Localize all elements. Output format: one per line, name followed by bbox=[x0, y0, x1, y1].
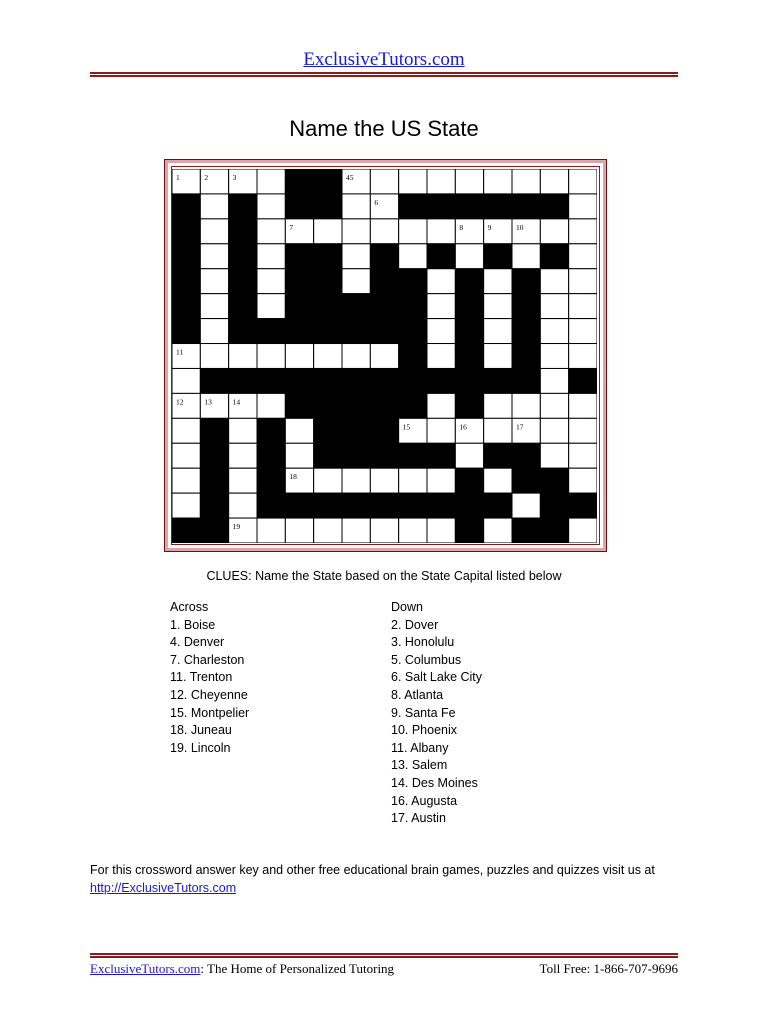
black-cell bbox=[285, 294, 313, 319]
answer-cell[interactable] bbox=[314, 219, 342, 244]
black-cell bbox=[455, 368, 483, 393]
clue-number: 7 bbox=[289, 222, 294, 232]
black-cell bbox=[540, 244, 568, 269]
footer-divider bbox=[90, 953, 678, 958]
black-cell bbox=[200, 493, 228, 518]
black-cell bbox=[257, 418, 285, 443]
black-cell bbox=[200, 518, 228, 543]
across-clue: 15. Montpelier bbox=[170, 705, 250, 720]
black-cell bbox=[342, 493, 370, 518]
black-cell bbox=[229, 269, 257, 294]
black-cell bbox=[540, 194, 568, 219]
answer-cell[interactable] bbox=[427, 294, 455, 319]
black-cell bbox=[314, 269, 342, 294]
black-cell bbox=[370, 393, 398, 418]
black-cell bbox=[455, 319, 483, 344]
answer-cell[interactable] bbox=[257, 244, 285, 269]
answer-cell[interactable] bbox=[257, 219, 285, 244]
down-clue: 5. Columbus bbox=[391, 652, 462, 667]
black-cell bbox=[285, 368, 313, 393]
clue-number: 8 bbox=[459, 222, 464, 232]
answer-cell[interactable] bbox=[455, 244, 483, 269]
black-cell bbox=[200, 418, 228, 443]
answer-cell[interactable] bbox=[200, 219, 228, 244]
black-cell bbox=[172, 194, 200, 219]
black-cell bbox=[512, 468, 540, 493]
answer-cell[interactable] bbox=[229, 493, 257, 518]
across-clue: 1. Boise bbox=[170, 617, 216, 632]
answer-cell[interactable] bbox=[569, 344, 597, 369]
black-cell bbox=[569, 493, 597, 518]
clue-number: 13 bbox=[204, 397, 212, 407]
down-clue: 10. Phoenix bbox=[391, 723, 458, 738]
answer-cell[interactable] bbox=[569, 319, 597, 344]
black-cell bbox=[455, 493, 483, 518]
black-cell bbox=[569, 368, 597, 393]
answer-cell[interactable] bbox=[285, 418, 313, 443]
down-clue: 16. Augusta bbox=[391, 793, 458, 808]
answer-cell[interactable] bbox=[484, 393, 512, 418]
black-cell bbox=[172, 294, 200, 319]
clue-number: 9 bbox=[487, 222, 492, 232]
answer-cell[interactable] bbox=[172, 443, 200, 468]
black-cell bbox=[314, 443, 342, 468]
black-cell bbox=[342, 393, 370, 418]
answer-cell[interactable] bbox=[569, 468, 597, 493]
black-cell bbox=[314, 368, 342, 393]
down-heading: Down bbox=[391, 600, 423, 614]
answer-cell[interactable] bbox=[569, 443, 597, 468]
answer-cell[interactable] bbox=[285, 518, 313, 543]
black-cell bbox=[314, 294, 342, 319]
black-cell bbox=[257, 468, 285, 493]
answer-cell[interactable] bbox=[200, 244, 228, 269]
clue-number: 15 bbox=[402, 422, 411, 432]
answer-cell[interactable] bbox=[257, 393, 285, 418]
answer-cell[interactable] bbox=[455, 169, 483, 194]
down-clues bbox=[391, 599, 482, 828]
clue-number: 1 bbox=[176, 173, 180, 182]
answer-cell[interactable] bbox=[229, 418, 257, 443]
crossword-grid bbox=[172, 169, 597, 543]
black-cell bbox=[257, 443, 285, 468]
black-cell bbox=[200, 443, 228, 468]
black-cell bbox=[540, 468, 568, 493]
black-cell bbox=[172, 518, 200, 543]
answer-cell[interactable] bbox=[569, 418, 597, 443]
answer-cell[interactable] bbox=[569, 244, 597, 269]
answer-cell[interactable] bbox=[200, 294, 228, 319]
answer-cell[interactable] bbox=[569, 219, 597, 244]
answer-cell[interactable] bbox=[512, 169, 540, 194]
black-cell bbox=[512, 319, 540, 344]
page-title: Name the US State bbox=[289, 116, 479, 141]
answer-cell[interactable] bbox=[427, 518, 455, 543]
black-cell bbox=[399, 393, 427, 418]
answer-cell[interactable] bbox=[427, 169, 455, 194]
answer-cell[interactable] bbox=[399, 244, 427, 269]
black-cell bbox=[455, 194, 483, 219]
answer-cell[interactable] bbox=[569, 194, 597, 219]
clue-number: 3 bbox=[232, 173, 237, 182]
black-cell bbox=[200, 368, 228, 393]
black-cell bbox=[370, 443, 398, 468]
down-clue: 9. Santa Fe bbox=[391, 705, 456, 720]
black-cell bbox=[285, 393, 313, 418]
footer-link[interactable]: http://ExclusiveTutors.com bbox=[90, 881, 237, 895]
black-cell bbox=[229, 294, 257, 319]
answer-cell[interactable] bbox=[172, 468, 200, 493]
answer-cell[interactable] bbox=[427, 219, 455, 244]
answer-cell[interactable] bbox=[569, 169, 597, 194]
answer-cell[interactable] bbox=[257, 194, 285, 219]
black-cell bbox=[512, 194, 540, 219]
black-cell bbox=[399, 368, 427, 393]
answer-cell[interactable] bbox=[484, 418, 512, 443]
black-cell bbox=[399, 344, 427, 369]
answer-cell[interactable] bbox=[512, 493, 540, 518]
black-cell bbox=[484, 244, 512, 269]
black-cell bbox=[540, 518, 568, 543]
black-cell bbox=[370, 319, 398, 344]
clue-number: 17 bbox=[516, 422, 524, 432]
black-cell bbox=[427, 368, 455, 393]
black-cell bbox=[512, 368, 540, 393]
answer-cell[interactable] bbox=[229, 468, 257, 493]
black-cell bbox=[257, 368, 285, 393]
answer-cell[interactable] bbox=[427, 418, 455, 443]
answer-cell[interactable] bbox=[540, 418, 568, 443]
black-cell bbox=[285, 269, 313, 294]
black-cell bbox=[172, 319, 200, 344]
black-cell bbox=[285, 169, 313, 194]
answer-cell[interactable] bbox=[569, 294, 597, 319]
black-cell bbox=[285, 493, 313, 518]
answer-cell[interactable] bbox=[484, 344, 512, 369]
down-clue: 11. Albany bbox=[391, 740, 449, 755]
answer-cell[interactable] bbox=[540, 443, 568, 468]
answer-cell[interactable] bbox=[484, 294, 512, 319]
answer-cell[interactable] bbox=[427, 393, 455, 418]
answer-cell[interactable] bbox=[342, 219, 370, 244]
bottom-tagline: : The Home of Personalized Tutoring bbox=[200, 961, 395, 976]
answer-cell[interactable] bbox=[455, 443, 483, 468]
black-cell bbox=[314, 493, 342, 518]
answer-cell[interactable] bbox=[540, 294, 568, 319]
answer-cell[interactable] bbox=[540, 368, 568, 393]
black-cell bbox=[285, 319, 313, 344]
down-clue: 13. Salem bbox=[391, 758, 448, 773]
black-cell bbox=[342, 443, 370, 468]
clue-number: 19 bbox=[232, 522, 241, 532]
across-clue: 18. Juneau bbox=[170, 723, 232, 738]
answer-cell[interactable] bbox=[370, 518, 398, 543]
answer-cell[interactable] bbox=[370, 344, 398, 369]
answer-cell[interactable] bbox=[540, 269, 568, 294]
answer-cell[interactable] bbox=[484, 468, 512, 493]
answer-cell[interactable] bbox=[370, 169, 398, 194]
clue-number: 16 bbox=[459, 422, 467, 432]
toll-free: Toll Free: 1-866-707-9696 bbox=[539, 961, 678, 976]
bottom-site-link[interactable]: ExclusiveTutors.com bbox=[90, 961, 201, 976]
answer-cell[interactable] bbox=[540, 319, 568, 344]
black-cell bbox=[257, 319, 285, 344]
answer-cell[interactable] bbox=[200, 269, 228, 294]
black-cell bbox=[200, 468, 228, 493]
black-cell bbox=[512, 269, 540, 294]
answer-cell[interactable] bbox=[427, 468, 455, 493]
black-cell bbox=[229, 219, 257, 244]
black-cell bbox=[512, 443, 540, 468]
black-cell bbox=[172, 219, 200, 244]
black-cell bbox=[370, 269, 398, 294]
black-cell bbox=[399, 269, 427, 294]
answer-cell[interactable] bbox=[314, 344, 342, 369]
answer-cell[interactable] bbox=[427, 344, 455, 369]
footer-text: For this crossword answer key and other free educational brain games, puzzles and quizzes visit us at bbox=[90, 863, 655, 877]
black-cell bbox=[342, 319, 370, 344]
black-cell bbox=[314, 319, 342, 344]
black-cell bbox=[342, 368, 370, 393]
answer-cell[interactable] bbox=[484, 169, 512, 194]
answer-cell[interactable] bbox=[370, 468, 398, 493]
across-clues bbox=[170, 599, 249, 757]
black-cell bbox=[427, 194, 455, 219]
black-cell bbox=[342, 294, 370, 319]
answer-cell[interactable] bbox=[257, 169, 285, 194]
answer-cell[interactable] bbox=[285, 344, 313, 369]
answer-cell[interactable] bbox=[540, 169, 568, 194]
clue-number: 10 bbox=[516, 222, 524, 232]
black-cell bbox=[285, 194, 313, 219]
black-cell bbox=[512, 344, 540, 369]
answer-cell[interactable] bbox=[399, 518, 427, 543]
answer-cell[interactable] bbox=[172, 418, 200, 443]
answer-cell[interactable] bbox=[200, 319, 228, 344]
down-clue: 17. Austin bbox=[391, 811, 446, 826]
black-cell bbox=[484, 368, 512, 393]
answer-cell[interactable] bbox=[540, 393, 568, 418]
answer-cell[interactable] bbox=[484, 269, 512, 294]
answer-cell[interactable] bbox=[257, 518, 285, 543]
black-cell bbox=[427, 443, 455, 468]
across-clue: 19. Lincoln bbox=[170, 740, 231, 755]
black-cell bbox=[512, 518, 540, 543]
black-cell bbox=[257, 493, 285, 518]
black-cell bbox=[455, 294, 483, 319]
answer-cell[interactable] bbox=[569, 393, 597, 418]
across-clue: 12. Cheyenne bbox=[170, 687, 248, 702]
answer-cell[interactable] bbox=[569, 269, 597, 294]
answer-cell[interactable] bbox=[342, 344, 370, 369]
down-clue: 3. Honolulu bbox=[391, 635, 455, 650]
black-cell bbox=[314, 393, 342, 418]
across-clue: 11. Trenton bbox=[170, 670, 233, 685]
answer-cell[interactable] bbox=[342, 244, 370, 269]
black-cell bbox=[172, 269, 200, 294]
across-clue: 4. Denver bbox=[170, 635, 225, 650]
answer-cell[interactable] bbox=[399, 169, 427, 194]
clue-number: 2 bbox=[204, 173, 209, 182]
clue-number: 6 bbox=[374, 197, 379, 207]
header-site-link[interactable]: ExclusiveTutors.com bbox=[303, 49, 465, 70]
answer-cell[interactable] bbox=[540, 344, 568, 369]
answer-cell[interactable] bbox=[427, 269, 455, 294]
black-cell bbox=[370, 418, 398, 443]
header-divider bbox=[90, 72, 678, 77]
black-cell bbox=[512, 294, 540, 319]
answer-cell[interactable] bbox=[484, 518, 512, 543]
answer-cell[interactable] bbox=[172, 368, 200, 393]
black-cell bbox=[399, 194, 427, 219]
answer-cell[interactable] bbox=[172, 493, 200, 518]
answer-cell[interactable] bbox=[512, 393, 540, 418]
answer-cell[interactable] bbox=[484, 319, 512, 344]
clue-number: 45 bbox=[346, 173, 354, 182]
black-cell bbox=[427, 244, 455, 269]
clue-number: 14 bbox=[232, 397, 241, 407]
footer-note bbox=[90, 861, 690, 897]
black-cell bbox=[399, 493, 427, 518]
black-cell bbox=[484, 443, 512, 468]
black-cell bbox=[455, 269, 483, 294]
down-clue: 14. Des Moines bbox=[391, 775, 478, 790]
down-clue: 8. Atlanta bbox=[391, 687, 444, 702]
black-cell bbox=[370, 493, 398, 518]
answer-cell[interactable] bbox=[370, 219, 398, 244]
answer-cell[interactable] bbox=[399, 219, 427, 244]
black-cell bbox=[455, 393, 483, 418]
across-clue: 7. Charleston bbox=[170, 652, 245, 667]
black-cell bbox=[172, 244, 200, 269]
answer-cell[interactable] bbox=[314, 518, 342, 543]
answer-cell[interactable] bbox=[285, 443, 313, 468]
black-cell bbox=[427, 493, 455, 518]
down-clue: 2. Dover bbox=[391, 617, 439, 632]
down-clue: 6. Salt Lake City bbox=[391, 670, 483, 685]
answer-cell[interactable] bbox=[229, 344, 257, 369]
black-cell bbox=[455, 468, 483, 493]
black-cell bbox=[314, 194, 342, 219]
clue-number: 12 bbox=[176, 397, 184, 407]
black-cell bbox=[229, 368, 257, 393]
black-cell bbox=[314, 169, 342, 194]
answer-cell[interactable] bbox=[342, 518, 370, 543]
black-cell bbox=[484, 493, 512, 518]
black-cell bbox=[455, 344, 483, 369]
black-cell bbox=[399, 319, 427, 344]
answer-cell[interactable] bbox=[257, 344, 285, 369]
answer-cell[interactable] bbox=[200, 194, 228, 219]
answer-cell[interactable] bbox=[427, 319, 455, 344]
answer-cell[interactable] bbox=[540, 219, 568, 244]
black-cell bbox=[229, 319, 257, 344]
across-heading: Across bbox=[170, 600, 209, 614]
black-cell bbox=[399, 443, 427, 468]
clue-number: 11 bbox=[176, 347, 184, 357]
black-cell bbox=[370, 294, 398, 319]
black-cell bbox=[314, 244, 342, 269]
black-cell bbox=[229, 194, 257, 219]
answer-cell[interactable] bbox=[257, 269, 285, 294]
black-cell bbox=[399, 294, 427, 319]
clues-intro: CLUES: Name the State based on the State Capital listed below bbox=[206, 569, 562, 583]
answer-cell[interactable] bbox=[229, 443, 257, 468]
black-cell bbox=[229, 244, 257, 269]
answer-cell[interactable] bbox=[314, 468, 342, 493]
answer-cell[interactable] bbox=[399, 468, 427, 493]
bottom-bar bbox=[90, 961, 678, 977]
answer-cell[interactable] bbox=[200, 344, 228, 369]
black-cell bbox=[484, 194, 512, 219]
black-cell bbox=[285, 244, 313, 269]
answer-cell[interactable] bbox=[342, 194, 370, 219]
answer-cell[interactable] bbox=[342, 269, 370, 294]
answer-cell[interactable] bbox=[512, 244, 540, 269]
black-cell bbox=[342, 418, 370, 443]
black-cell bbox=[455, 518, 483, 543]
black-cell bbox=[370, 368, 398, 393]
answer-cell[interactable] bbox=[342, 468, 370, 493]
clue-number: 18 bbox=[289, 472, 297, 482]
answer-cell[interactable] bbox=[257, 294, 285, 319]
black-cell bbox=[540, 493, 568, 518]
black-cell bbox=[370, 244, 398, 269]
answer-cell[interactable] bbox=[569, 518, 597, 543]
black-cell bbox=[314, 418, 342, 443]
